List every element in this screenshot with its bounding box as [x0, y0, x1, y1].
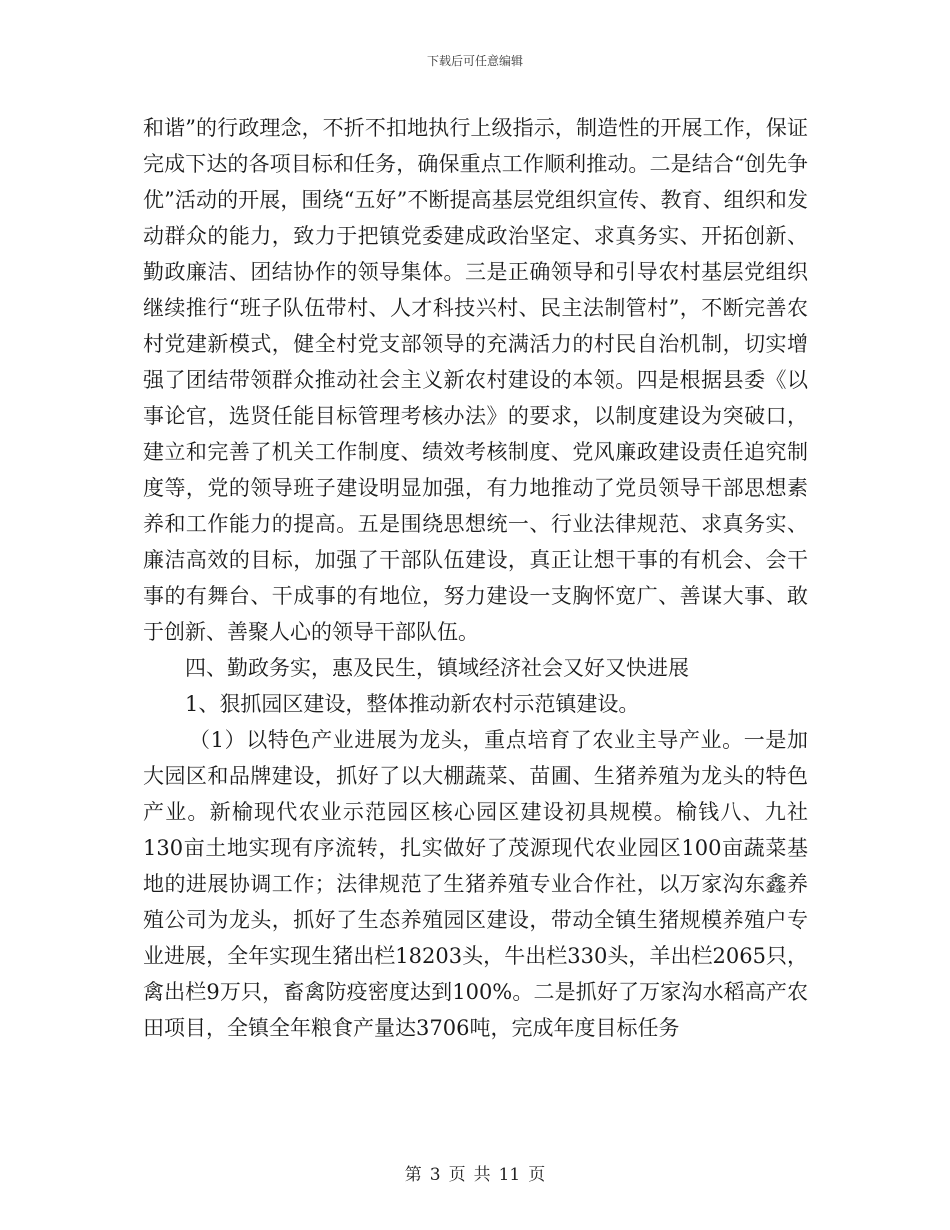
page-footer: [0, 1160, 950, 1185]
paragraph-party-building: 和谐”的行政理念，不折不扣地执行上级指示，制造性的开展工作，保证完成下达的各项目标和任务，确保重点工作顺利推动。二是结合“创先争优”活动的开展，围绕“五好”不断提高基层党组织宣传、教育、组织和发动群众的能力，致力于把镇党委建成政治坚定、求真务实、开拓创新、勤政廉洁、团结协作的领导集体。三是正确领导和引导农村基层党组织继续推行“班子队伍带村、人才科技兴村、民主法制管村”，不断完善农村党建新模式，健全村党支部领导的充满活力的村民自治机制，切实增强了团结带领群众推动社会主义新农村建设的本领。四是根据县委《以事论官，选贤任能目标管理考核办法》的要求，以制度建设为突破口，建立和完善了机关工作制度、绩效考核制度、党风廉政建设责任追究制度等，党的领导班子建设明显加强，有力地推动了党员领导干部思想素养和工作能力的提高。五是围绕思想统一、行业法律规范、求真务实、廉洁高效的目标，加强了干部队伍建设，真正让想干事的有机会、会干事的有舞台、干成事的有地位，努力建设一支胸怀宽广、善谋大事、敢于创新、善聚人心的领导干部队伍。: [143, 116, 808, 644]
page-header-note: 下载后可任意编辑: [426, 54, 523, 68]
section-heading-four: 四、勤政务实，惠及民生，镇域经济社会又好又快进展: [185, 656, 689, 680]
footer-prefix: 第: [404, 1165, 422, 1185]
footer-total-prefix: 共: [473, 1165, 491, 1185]
footer-total-unit: 页: [528, 1165, 546, 1185]
footer-total-pages: 11: [498, 1165, 521, 1185]
document-body: [143, 110, 808, 1046]
footer-current-page: 3: [429, 1165, 441, 1185]
subsection-heading-one: 1、狠抓园区建设，整体推动新农村示范镇建设。: [185, 692, 640, 716]
paragraph-industry-development: （1）以特色产业进展为龙头，重点培育了农业主导产业。一是加大园区和品牌建设，抓好了以大棚蔬菜、苗圃、生猪养殖为龙头的特色产业。新榆现代农业示范园区核心园区建设初具规模。榆钱八、九社130亩土地实现有序流转，扎实做好了茂源现代农业园区100亩蔬菜基地的进展协调工作；法律规范了生猪养殖专业合作社，以万家沟东鑫养殖公司为龙头，抓好了生态养殖园区建设，带动全镇生猪规模养殖户专业进展，全年实现生猪出栏18203头，牛出栏330头，羊出栏2065只，禽出栏9万只，畜禽防疫密度达到100%。二是抓好了万家沟水稻高产农田项目，全镇全年粮食产量达3706吨，完成年度目标任务: [143, 728, 808, 1040]
footer-page-unit: 页: [448, 1165, 466, 1185]
